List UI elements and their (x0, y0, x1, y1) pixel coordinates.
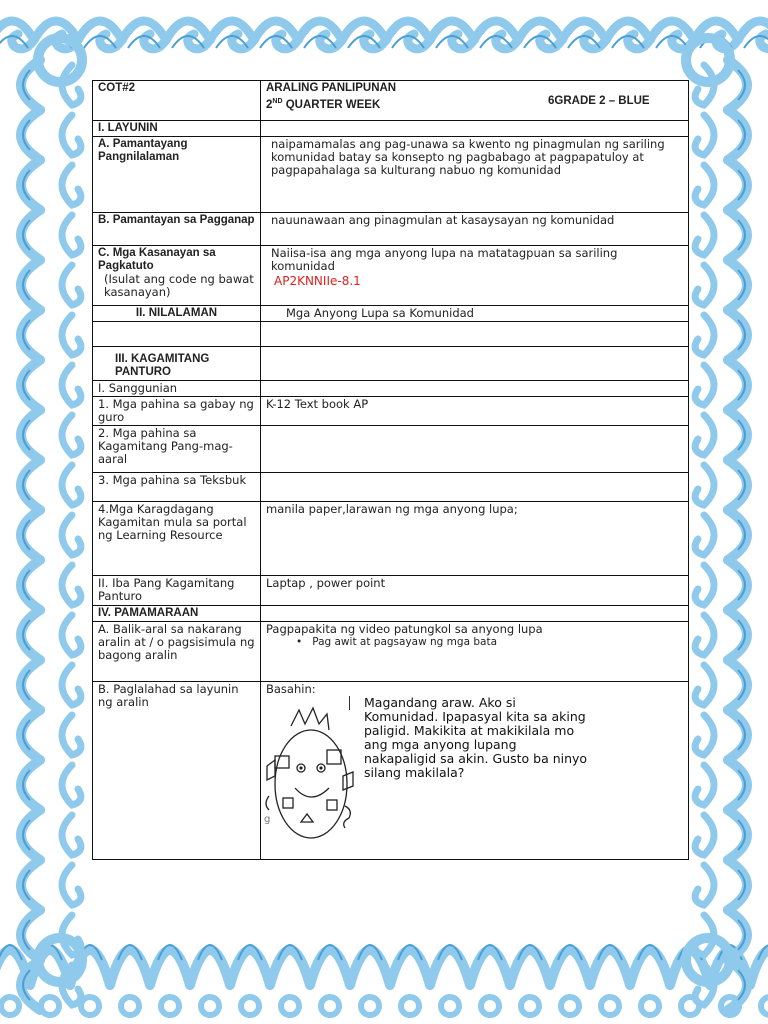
karagdagang-text: manila paper,larawan ng mga anyong lupa; (261, 502, 689, 576)
lesson-plan-table (92, 80, 689, 860)
kasanayan-text: Naiisa-isa ang mga anyong lupa na matatagpuan sa sariling komunidad (271, 246, 618, 273)
cot-number: COT#2 (93, 81, 261, 121)
pamamaraan-cell (261, 606, 689, 622)
row-pamantayang (93, 137, 689, 213)
pamamaraan-label: IV. PAMAMARAAN (93, 606, 261, 622)
mascot-speech: Magandang araw. Ako si Komunidad. Ipapasyal kita sa aking paligid. Makikita at makikilala mo ang mga anyong lupang nakapaligid sa akin. Gusto ba ninyo silang makilala? (364, 695, 588, 780)
paglalahad-text: Basahin: (266, 682, 316, 696)
subject-title: ARALING PANLIPUNAN (266, 82, 397, 94)
header-info (261, 81, 689, 121)
balik-label: A. Balik-aral sa nakarang aralin at / o pagsisimula ng bagong aralin (93, 622, 261, 682)
layunin-cell (261, 121, 689, 137)
row-kagamitan (93, 347, 689, 381)
pagganap-text: nauunawaan ang pinagmulan at kasaysayan ng komunidad (261, 213, 689, 246)
nilalaman-label: II. NILALAMAN (93, 306, 261, 322)
gabay-label: 1. Mga pahina sa gabay ng guro (93, 397, 261, 426)
kagamitan-cell (261, 347, 689, 381)
row-karagdagang (93, 502, 689, 576)
nilalaman-text: Mga Anyong Lupa sa Komunidad (261, 306, 689, 322)
karagdagang-label: 4.Mga Karagdagang Kagamitan mula sa portal ng Learning Resource (93, 502, 261, 576)
kasanayan-code: AP2KNNIIe-8.1 (274, 274, 361, 288)
balik-bullet: • Pag awit at pagsayaw ng mga bata (266, 636, 683, 649)
row-pagganap (93, 213, 689, 246)
row-blank (93, 322, 689, 347)
paglalahad-content (261, 682, 689, 860)
paglalahad-label: B. Paglalahad sa layunin ng aralin (93, 682, 261, 860)
kagamitan-label: III. KAGAMITANG PANTURO (93, 347, 261, 381)
komunidad-mascot-icon (261, 706, 356, 852)
blank-cell (261, 322, 689, 347)
teksbuk-label: 3. Mga pahina sa Teksbuk (93, 473, 261, 502)
pang-mag-aaral-cell (261, 426, 689, 473)
pang-mag-aaral-label: 2. Mga pahina sa Kagamitang Pang-mag-aaral (93, 426, 261, 473)
kasanayan-cell (93, 246, 261, 306)
blank-label (93, 322, 261, 347)
row-layunin (93, 121, 689, 137)
row-paglalahad (93, 682, 689, 860)
quarter-line: 2ND QUARTER WEEK 6GRADE 2 – BLUE (266, 95, 650, 111)
gabay-text: K-12 Text book AP (261, 397, 689, 426)
row-nilalaman (93, 306, 689, 322)
kasanayan-content (261, 246, 689, 306)
svg-text:g: g (264, 814, 271, 825)
row-gabay (93, 397, 689, 426)
kasanayan-note: (Isulat ang code ng bawat kasanayan) (104, 272, 254, 299)
row-teksbuk (93, 473, 689, 502)
pagganap-label: B. Pamantayan sa Pagganap (93, 213, 261, 246)
row-sanggunian (93, 381, 689, 397)
pamantayang-text: naipamamalas ang pag-unawa sa kwento ng pinagmulan ng sariling komunidad batay sa konsepto ng pagbabago at pagpapatuloy at pagpapahalaga sa kulturang nabuo ng komunidad (261, 137, 689, 213)
iba-label: II. Iba Pang Kagamitang Panturo (93, 576, 261, 606)
teksbuk-cell (261, 473, 689, 502)
grade-section: 6GRADE 2 – BLUE (548, 95, 650, 107)
row-kasanayan (93, 246, 689, 306)
layunin-label: I. LAYUNIN (93, 121, 261, 137)
row-pang-mag-aaral (93, 426, 689, 473)
sanggunian-label: I. Sanggunian (93, 381, 261, 397)
row-balik-aral (93, 622, 689, 682)
header-row (93, 81, 689, 121)
row-pamamaraan (93, 606, 689, 622)
pamantayang-label: A. Pamantayang Pangnilalaman (93, 137, 261, 213)
sanggunian-cell (261, 381, 689, 397)
iba-text: Laptap , power point (261, 576, 689, 606)
kasanayan-label: C. Mga Kasanayan sa Pagkatuto (98, 247, 216, 272)
balik-content (261, 622, 689, 682)
row-iba (93, 576, 689, 606)
balik-text: Pagpapakita ng video patungkol sa anyong lupa (266, 622, 543, 636)
